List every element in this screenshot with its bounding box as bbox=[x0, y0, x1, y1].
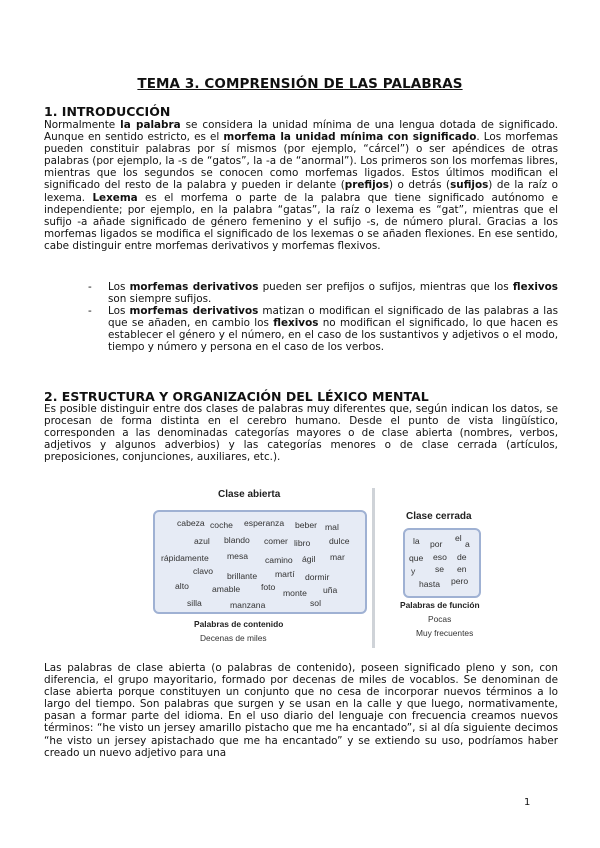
open-class-word: ágil bbox=[302, 554, 316, 564]
bold-term: la palabra bbox=[120, 119, 181, 131]
closed-class-word: y bbox=[411, 566, 416, 576]
open-class-word: mar bbox=[330, 552, 345, 562]
open-class-word: silla bbox=[187, 598, 202, 608]
closed-class-word: de bbox=[457, 552, 467, 562]
open-class-word: cabeza bbox=[177, 518, 205, 528]
open-class-word: esperanza bbox=[244, 518, 285, 528]
open-class-word: mesa bbox=[227, 551, 249, 561]
closed-class-caption-main: Palabras de función bbox=[400, 600, 480, 610]
open-class-word: manzana bbox=[230, 600, 266, 610]
open-class-word: beber bbox=[295, 520, 317, 530]
open-class-title: Clase abierta bbox=[218, 489, 281, 500]
bullet-text: Los morfemas derivativos matizan o modifican el significado de las palabras a las que se añaden, en cambio los flexivos no modifican el significado, lo que hacen es establecer el género y el número, en el caso de los sustantivos y adjetivos o el modo, tiempo y número y persona en el caso de los verbos. bbox=[108, 305, 558, 354]
bold-term: Lexema bbox=[92, 191, 138, 204]
bold-term: sufijos bbox=[450, 179, 489, 192]
bold-term: morfema la unidad mínima con significado bbox=[223, 131, 477, 144]
closed-class-word: se bbox=[435, 564, 445, 574]
open-class-word: foto bbox=[261, 582, 276, 592]
open-class-caption-main: Palabras de contenido bbox=[194, 619, 284, 629]
bullet-item-derivative-meaning bbox=[88, 305, 558, 353]
closed-class-word: hasta bbox=[419, 579, 441, 589]
section-2-paragraph-2: Las palabras de clase abierta (o palabras de contenido), poseen significado pleno y son, con diferencia, el grupo mayoritario, formado por decenas de miles de vocablos. Se denominan de clase abierta porque constituyen un conjunto que no cesa de incorporar nuevos términos a lo largo del tiempo. Son palabras que surgen y se usan en la calle y que luego, normativamente, pasan a formar parte del idioma. En el uso diario del lenguaje con frecuencia creamos nuevos términos: “he visto un jersey amarillo pistacho que me ha encantado”, si al día siguiente decimos “he visto un jersey apistachado que me ha encantado” y se extiendo su uso, podríamos haber creado un nuevo adjetivo para una bbox=[44, 662, 558, 759]
open-class-caption-sub: Decenas de miles bbox=[200, 633, 267, 643]
open-class-word: comer bbox=[264, 536, 288, 546]
closed-class-caption-sub1: Pocas bbox=[428, 614, 452, 624]
open-class-word: coche bbox=[210, 520, 233, 530]
closed-class-words-box bbox=[403, 528, 481, 598]
closed-class-word: por bbox=[430, 539, 443, 549]
closed-class-word: la bbox=[413, 536, 420, 546]
morpheme-bullet-list bbox=[88, 281, 558, 354]
open-class-word: blando bbox=[224, 535, 250, 545]
open-class-word: azul bbox=[194, 536, 210, 546]
open-class-word: monte bbox=[283, 588, 307, 598]
open-class-word: alto bbox=[175, 581, 189, 591]
open-class-word: martí bbox=[275, 569, 295, 579]
closed-class-word: el bbox=[455, 533, 462, 543]
bold-term: morfemas derivativos bbox=[129, 305, 259, 318]
open-class-word: camino bbox=[265, 555, 293, 565]
open-class-word: dormir bbox=[305, 572, 330, 582]
section-2-heading: 2. ESTRUCTURA Y ORGANIZACIÓN DEL LÉXICO MENTAL bbox=[44, 389, 429, 404]
open-class-word: dulce bbox=[329, 536, 350, 546]
section-2-paragraph-1: Es posible distinguir entre dos clases de palabras muy diferentes que, según indican los datos, se procesan de forma distinta en el cerebro humano. Desde el punto de vista lingüístico, corresponden a las denominadas categorías mayores o de clase abierta (nombres, verbos, adjetivos y algunos adverbios) y las categorías menores o de clase cerrada (artículos, preposiciones, conjunciones, auxiliares, etc.). bbox=[44, 403, 558, 464]
closed-class-caption-sub2: Muy frecuentes bbox=[416, 628, 474, 638]
bullet-marker: - bbox=[88, 281, 92, 293]
bold-term: flexivos bbox=[512, 281, 558, 293]
open-class-word: libro bbox=[294, 538, 311, 548]
open-class-word: amable bbox=[212, 584, 241, 594]
open-class-word: uña bbox=[323, 585, 338, 595]
section-1-heading: 1. INTRODUCCIÓN bbox=[44, 104, 171, 119]
bullet-item-derivative-prefix bbox=[88, 281, 558, 305]
bold-term: flexivos bbox=[273, 317, 319, 330]
open-class-word: sol bbox=[310, 598, 321, 608]
bold-term: morfemas derivativos bbox=[129, 281, 259, 293]
closed-class-word: pero bbox=[451, 576, 469, 586]
page-number: 1 bbox=[524, 797, 531, 808]
bullet-marker: - bbox=[88, 305, 92, 318]
page-title: TEMA 3. COMPRENSIÓN DE LAS PALABRAS bbox=[137, 76, 463, 92]
closed-class-word: eso bbox=[433, 552, 447, 562]
open-class-word: rápidamente bbox=[161, 553, 209, 563]
word-class-figure bbox=[150, 486, 480, 651]
open-class-words-box bbox=[153, 510, 367, 614]
open-class-word: mal bbox=[325, 522, 339, 532]
closed-class-title: Clase cerrada bbox=[406, 511, 472, 522]
closed-class-word: a bbox=[465, 539, 470, 549]
figure-divider bbox=[372, 488, 375, 648]
bullet-text: Los morfemas derivativos pueden ser prefijos o sufijos, mientras que los flexivos son siempre sufijos. bbox=[108, 281, 558, 306]
bold-term: prefijos bbox=[344, 179, 389, 192]
open-class-word: brillante bbox=[227, 571, 258, 581]
open-class-word: clavo bbox=[193, 566, 214, 576]
section-1-paragraph: Normalmente la palabra se considera la unidad mínima de una lengua dotada de significado. Aunque en sentido estricto, es el morfema la unidad mínima con significado. Los morfemas pueden constituir palabras por sí mismos (por ejemplo, “cárcel”) o ser apéndices de otras palabras (por ejemplo, la -s de “gatos”, la -a de “anormal”). Los primeros son los morfemas libres, mientras que los segundos se conocen como morfemas ligados. Estos últimos modifican el significado del resto de la palabra y pueden ir delante (prefijos) o detrás (sufijos) de la raíz o lexema. Lexema es el morfema o parte de la palabra que tiene significado autónomo e independiente; por ejemplo, en la palabra “gatas”, la raíz o lexema es “gat”, mientras que el sufijo -a añade significado de género femenino y el sufijo -s, de número plural. Gracias a los morfemas ligados se modifica el significado de los lexemas o se añaden flexiones. En ese sentido, cabe distinguir entre morfemas derivativos y morfemas flexivos. bbox=[44, 119, 558, 252]
closed-class-word: en bbox=[457, 564, 467, 574]
closed-class-word: que bbox=[409, 553, 424, 563]
